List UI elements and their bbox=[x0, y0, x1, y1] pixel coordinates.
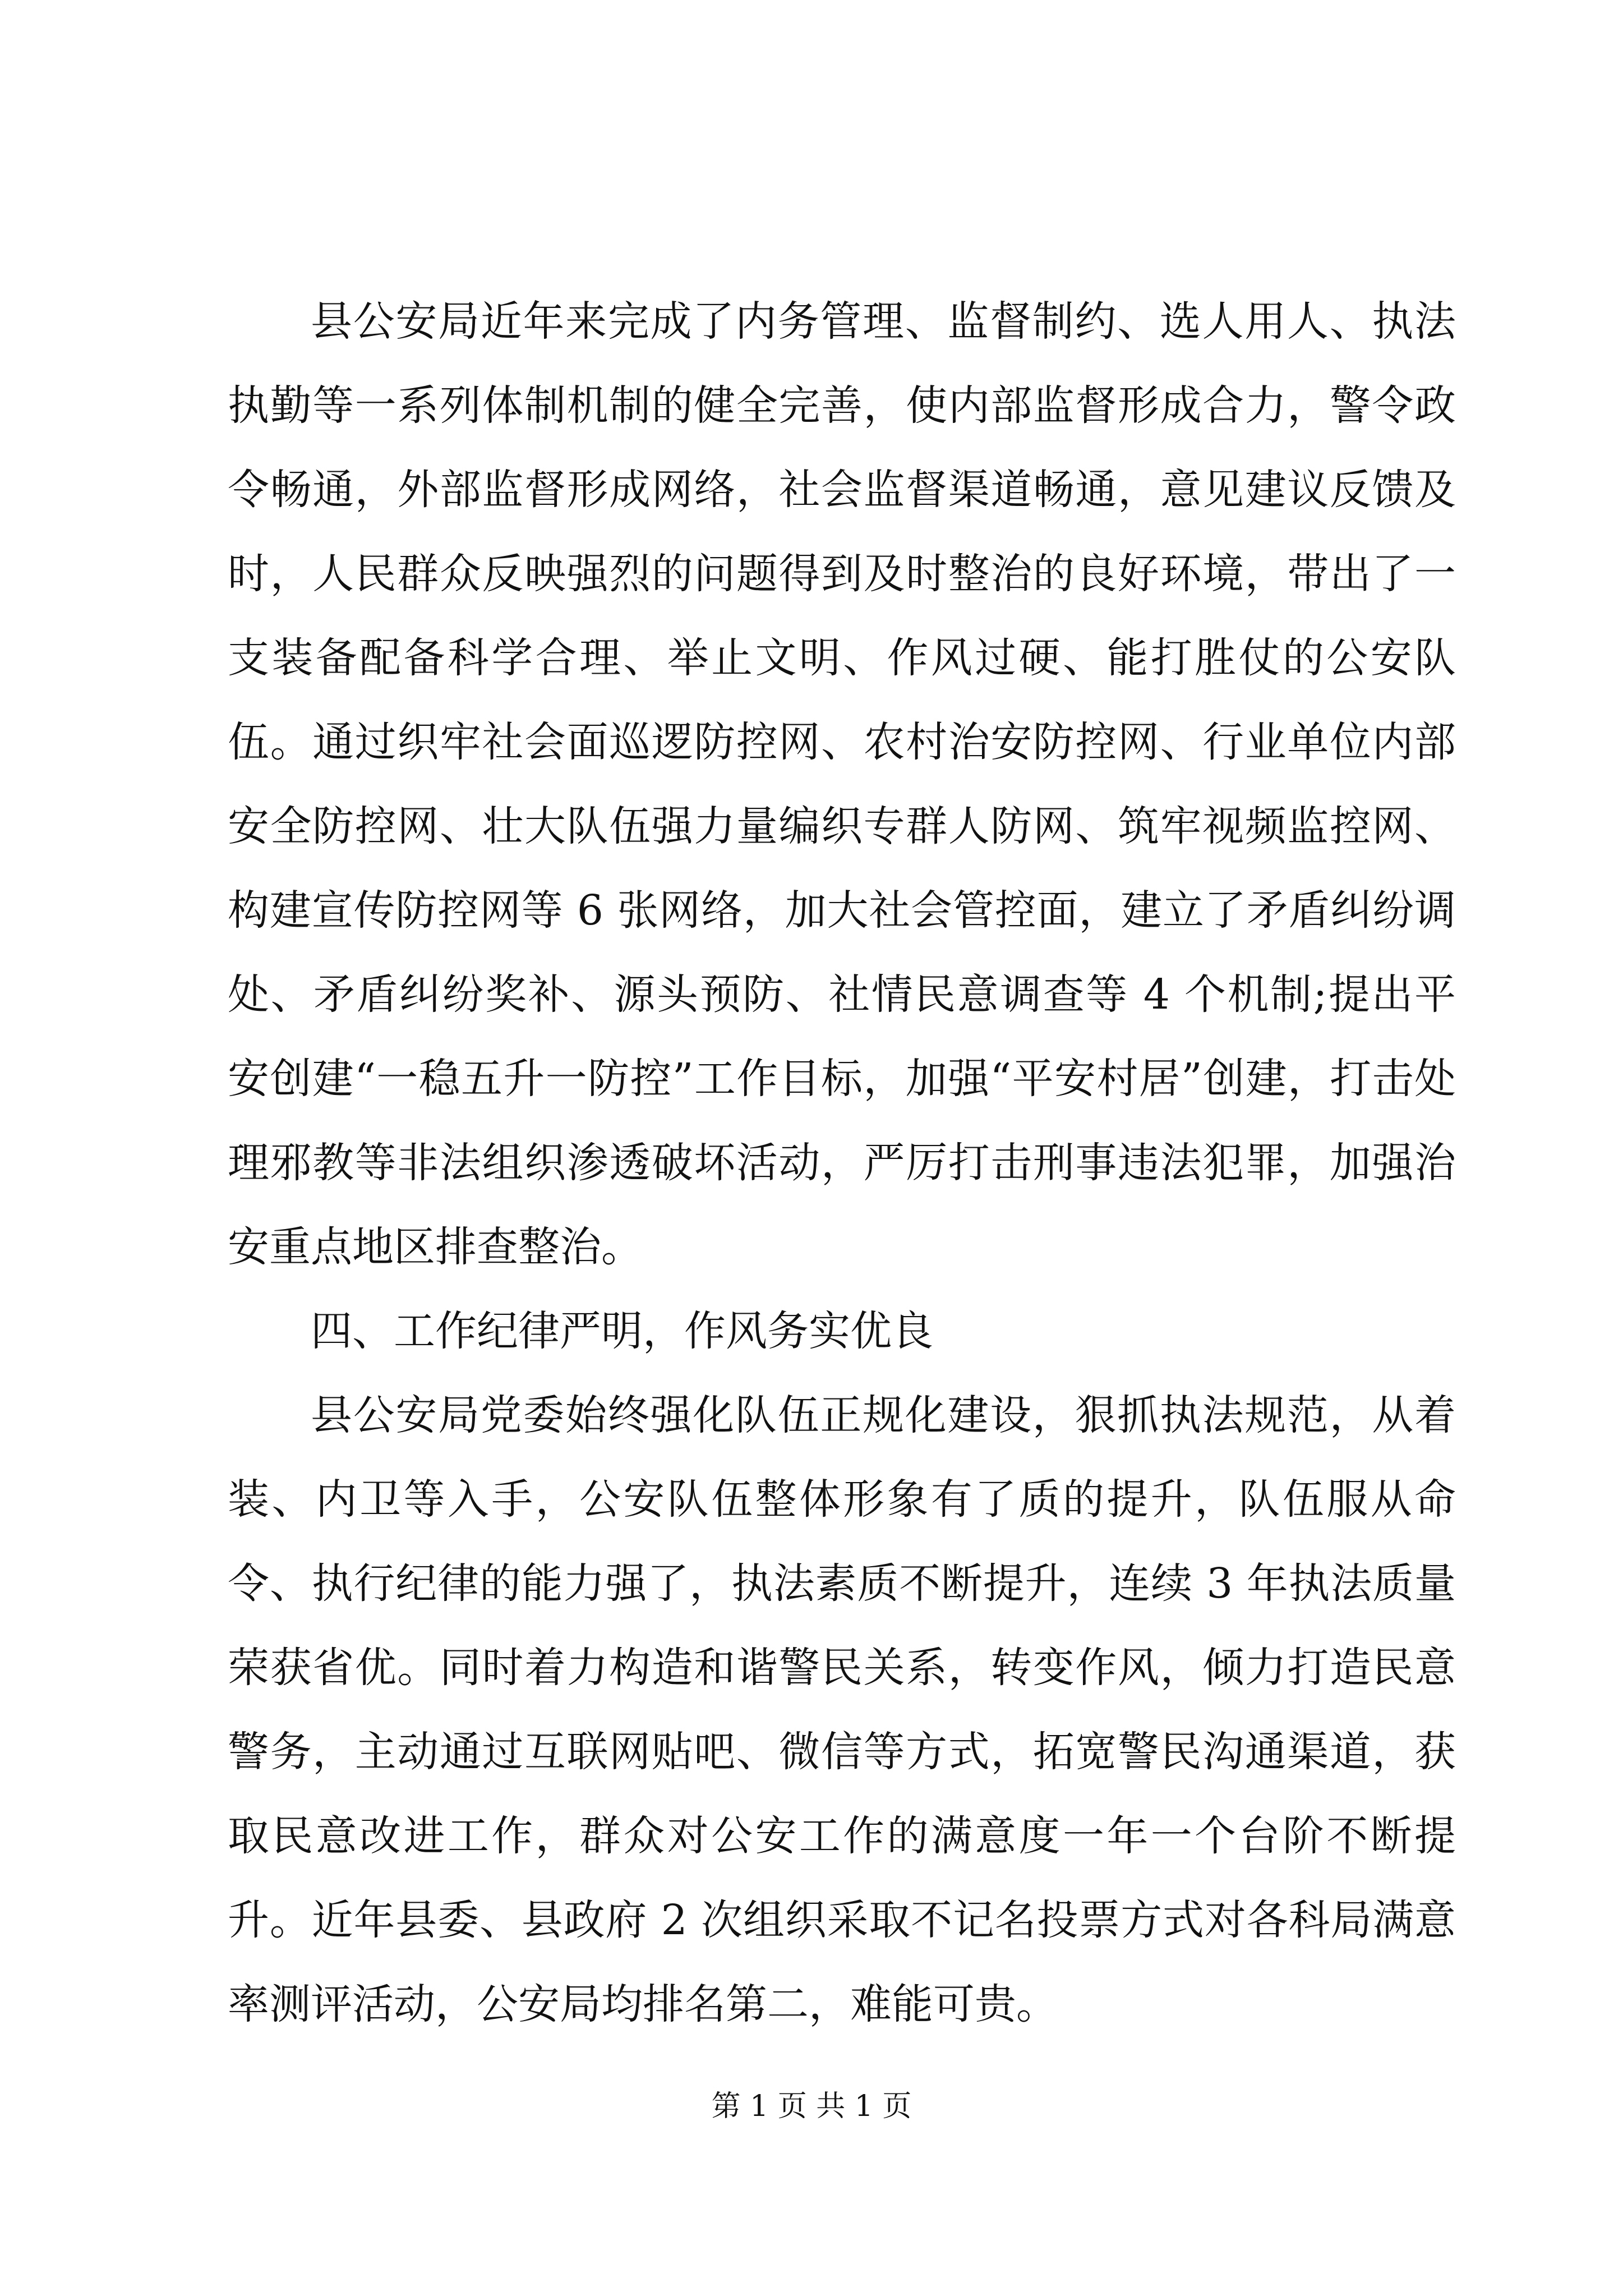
page-footer: 第 1 页 共 1 页 bbox=[711, 2090, 912, 2123]
paragraph-1: 县公安局近年来完成了内务管理、监督制约、选人用人、执法执勤等一系列体制机制的健全完善，使内部监督形成合力，警令政令畅通，外部监督形成网络，社会监督渠道畅通，意见建议反馈及时，人民群众反映强烈的问题得到及时整治的良好环境，带出了一支装备配备科学合理、举止文明、作风过硬、能打胜仗的公安队伍。通过织牢社会面巡逻防控网、农村治安防控网、行业单位内部安全防控网、壮大队伍强力量编织专群人防网、筑牢视频监控网、构建宣传防控网等 6 张网络，加大社会管控面，建立了矛盾纠纷调处、矛盾纠纷奖补、源头预防、社情民意调查等 4 个机制;提出平安创建“一稳五升一防控”工作目标，加强“平安村居”创建，打击处理邪教等非法组织渗透破坏活动，严厉打击刑事违法犯罪，加强治安重点地区排查整治。 bbox=[228, 297, 1456, 1271]
section-heading-4: 四、工作纪律严明，作风务实优良 bbox=[311, 1307, 933, 1355]
paragraph-2: 县公安局党委始终强化队伍正规化建设，狠抓执法规范，从着装、内卫等入手，公安队伍整体形象有了质的提升，队伍服从命令、执行纪律的能力强了，执法素质不断提升，连续 3 年执法质量荣获省优。同时着力构造和谐警民关系，转变作风，倾力打造民意警务，主动通过互联网贴吧、微信等方式，拓宽警民沟通渠道，获取民意改进工作，群众对公安工作的满意度一年一个台阶不断提升。近年县委、县政府 2 次组织采取不记名投票方式对各科局满意率测评活动，公安局均排名第二，难能可贵。 bbox=[228, 1391, 1456, 2028]
document-body bbox=[228, 279, 1456, 2046]
